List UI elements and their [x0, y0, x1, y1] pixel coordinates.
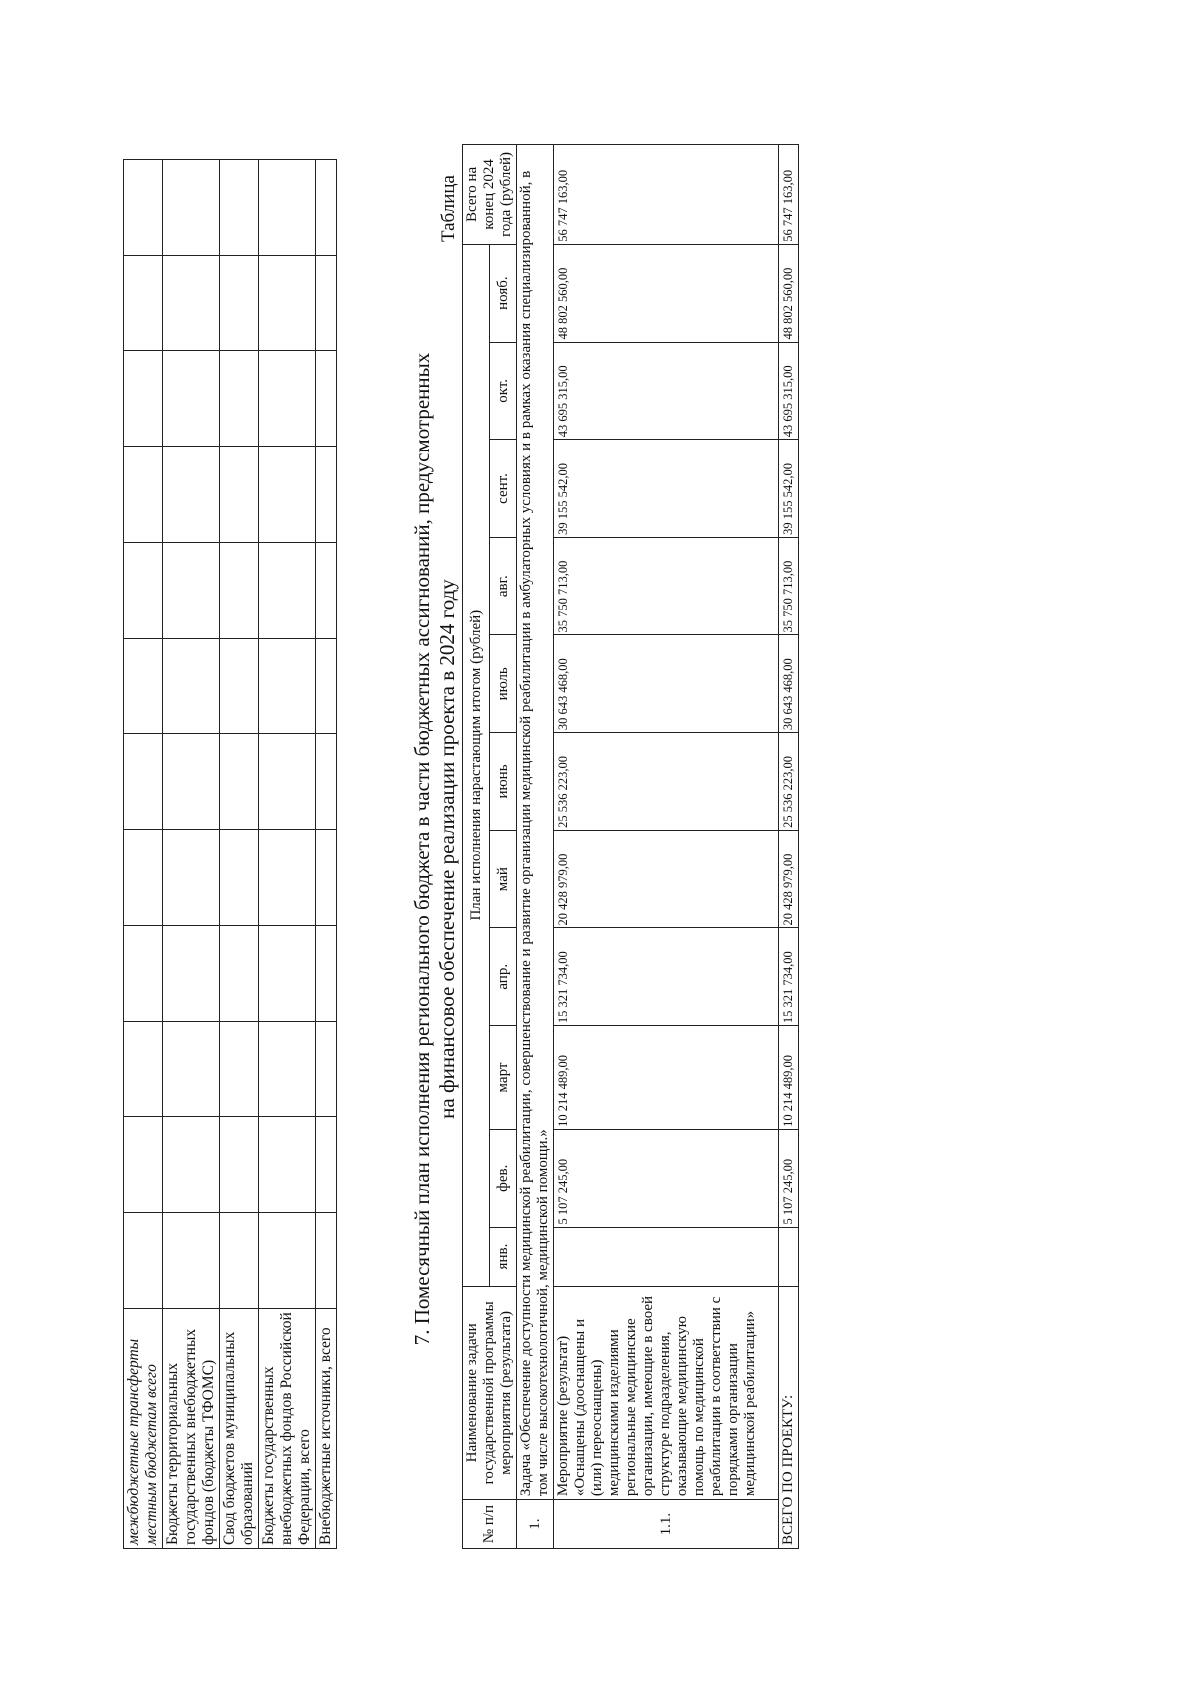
- funding-cell: [163, 830, 220, 926]
- funding-cell: [124, 1117, 163, 1213]
- funding-cell: [259, 543, 316, 639]
- month-value: 15 321 734,00: [554, 928, 779, 1026]
- funding-cell: [124, 1213, 163, 1309]
- month-value: 30 643 468,00: [779, 635, 799, 733]
- funding-cell: [163, 160, 220, 256]
- funding-row: [220, 160, 259, 1549]
- month-value: [779, 1227, 799, 1286]
- funding-cell: [163, 926, 220, 1022]
- month-value: 25 536 223,00: [554, 733, 779, 831]
- header-num: № п/п: [463, 1500, 517, 1549]
- funding-cell: [220, 638, 259, 734]
- funding-row-label: Внебюджетные источники, всего: [316, 1309, 337, 1549]
- funding-row: [259, 160, 316, 1549]
- task-text: Задача «Обеспечение доступности медицинской реабилитации, совершенствование и развитие организации медицинской реабилитации в амбулаторных условиях и в рамках оказания специализированной, в том числе высокотехнологичной, медицинской помощи.»: [517, 145, 554, 1500]
- year-total-value: 56 747 163,00: [779, 145, 799, 245]
- funding-cell: [163, 638, 220, 734]
- funding-cell: [220, 1117, 259, 1213]
- month-value: 48 802 560,00: [554, 244, 779, 342]
- funding-cell: [124, 160, 163, 256]
- funding-cell: [259, 255, 316, 351]
- funding-cell: [124, 926, 163, 1022]
- funding-cell: [316, 1021, 337, 1117]
- funding-cell: [259, 638, 316, 734]
- month-header: сент.: [490, 440, 517, 538]
- month-value: 10 214 489,00: [554, 1026, 779, 1130]
- funding-cell: [163, 1213, 220, 1309]
- funding-cell: [124, 351, 163, 447]
- funding-cell: [220, 1021, 259, 1117]
- month-value: 48 802 560,00: [779, 244, 799, 342]
- funding-row-label: Свод бюджетов муниципальных образований: [220, 1309, 259, 1549]
- year-total-value: 56 747 163,00: [554, 145, 779, 245]
- funding-cell: [124, 734, 163, 830]
- funding-cell: [259, 830, 316, 926]
- row-text: Мероприятие (результат) «Оснащены (дооснащены и (или) переоснащены) медицинскими изделиями региональные медицинские организации, имеющие в своей структуре подразделения, оказывающие медицинскую помощь по медицинской реабилитации в соответствии с порядками организации медицинской реабилитации»: [554, 1286, 779, 1500]
- funding-cell: [316, 160, 337, 256]
- funding-cell: [316, 351, 337, 447]
- funding-cell: [124, 447, 163, 543]
- funding-row-label: Бюджеты государственных внебюджетных фондов Российской Федерации, всего: [259, 1309, 316, 1549]
- month-header: апр.: [490, 928, 517, 1026]
- funding-cell: [163, 543, 220, 639]
- funding-cell: [124, 255, 163, 351]
- month-value: 39 155 542,00: [779, 440, 799, 538]
- funding-cell: [124, 830, 163, 926]
- header-plan: План исполнения нарастающим итогом (рублей): [463, 244, 490, 1286]
- month-value: 30 643 468,00: [554, 635, 779, 733]
- funding-cell: [259, 447, 316, 543]
- funding-sources-table: [123, 159, 337, 1549]
- funding-cell: [220, 160, 259, 256]
- funding-cell: [163, 734, 220, 830]
- month-value: 20 428 979,00: [554, 830, 779, 928]
- month-value: 43 695 315,00: [779, 342, 799, 440]
- funding-cell: [163, 1021, 220, 1117]
- funding-cell: [259, 160, 316, 256]
- funding-cell: [163, 1117, 220, 1213]
- month-value: 35 750 713,00: [779, 537, 799, 635]
- funding-cell: [220, 351, 259, 447]
- month-value: 43 695 315,00: [554, 342, 779, 440]
- funding-cell: [220, 1213, 259, 1309]
- funding-cell: [220, 543, 259, 639]
- row-index: 1.1.: [554, 1500, 779, 1549]
- month-value: 15 321 734,00: [779, 928, 799, 1026]
- total-label: ВСЕГО ПО ПРОЕКТУ:: [779, 1286, 799, 1548]
- funding-cell: [259, 1117, 316, 1213]
- funding-cell: [124, 638, 163, 734]
- funding-cell: [220, 926, 259, 1022]
- heading-line-2: на финансовое обеспечение реализации проекта в 2024 году: [435, 579, 459, 1119]
- section-heading: [410, 149, 460, 1549]
- funding-cell: [220, 830, 259, 926]
- month-value: 35 750 713,00: [554, 537, 779, 635]
- funding-row-label: Бюджеты территориальных государственных внебюджетных фондов (бюджеты ТФОМС): [163, 1309, 220, 1549]
- funding-cell: [259, 734, 316, 830]
- funding-row-label: межбюджетные трансферты местным бюджетам всего: [124, 1309, 163, 1549]
- funding-cell: [316, 543, 337, 639]
- month-header: окт.: [490, 342, 517, 440]
- funding-cell: [316, 1213, 337, 1309]
- month-header: июнь: [490, 733, 517, 831]
- funding-cell: [163, 255, 220, 351]
- funding-cell: [124, 1021, 163, 1117]
- funding-cell: [316, 1117, 337, 1213]
- funding-cell: [316, 255, 337, 351]
- month-value: [554, 1227, 779, 1286]
- heading-line-1: 7. Помесячный план исполнения регионального бюджета в части бюджетных ассигнований, предусмотренных: [410, 352, 434, 1346]
- task-index: 1.: [517, 1500, 554, 1549]
- funding-row: [316, 160, 337, 1549]
- funding-cell: [316, 830, 337, 926]
- funding-cell: [259, 1021, 316, 1117]
- funding-cell: [220, 734, 259, 830]
- header-name: Наименование задачи государственной программы мероприятия (результата): [463, 1286, 517, 1500]
- funding-cell: [124, 543, 163, 639]
- monthly-plan-table: [462, 144, 799, 1549]
- funding-cell: [316, 638, 337, 734]
- funding-cell: [220, 447, 259, 543]
- month-value: 25 536 223,00: [779, 733, 799, 831]
- month-value: 39 155 542,00: [554, 440, 779, 538]
- funding-cell: [220, 255, 259, 351]
- funding-cell: [259, 1213, 316, 1309]
- funding-row: [163, 160, 220, 1549]
- month-header: март: [490, 1026, 517, 1130]
- month-value: 5 107 245,00: [554, 1129, 779, 1227]
- month-value: 10 214 489,00: [779, 1026, 799, 1130]
- funding-cell: [259, 351, 316, 447]
- funding-cell: [259, 926, 316, 1022]
- funding-cell: [163, 447, 220, 543]
- month-header: май: [490, 830, 517, 928]
- table-label: Таблица: [438, 175, 459, 243]
- month-header: авг.: [490, 537, 517, 635]
- month-header: июль: [490, 635, 517, 733]
- funding-cell: [316, 447, 337, 543]
- month-value: 20 428 979,00: [779, 830, 799, 928]
- month-value: 5 107 245,00: [779, 1129, 799, 1227]
- funding-cell: [316, 734, 337, 830]
- month-header: фев.: [490, 1129, 517, 1227]
- header-total: Всего на конец 2024 года (рублей): [463, 145, 517, 245]
- month-header: янв.: [490, 1227, 517, 1286]
- funding-row: [124, 160, 163, 1549]
- funding-cell: [163, 351, 220, 447]
- funding-cell: [316, 926, 337, 1022]
- month-header: нояб.: [490, 244, 517, 342]
